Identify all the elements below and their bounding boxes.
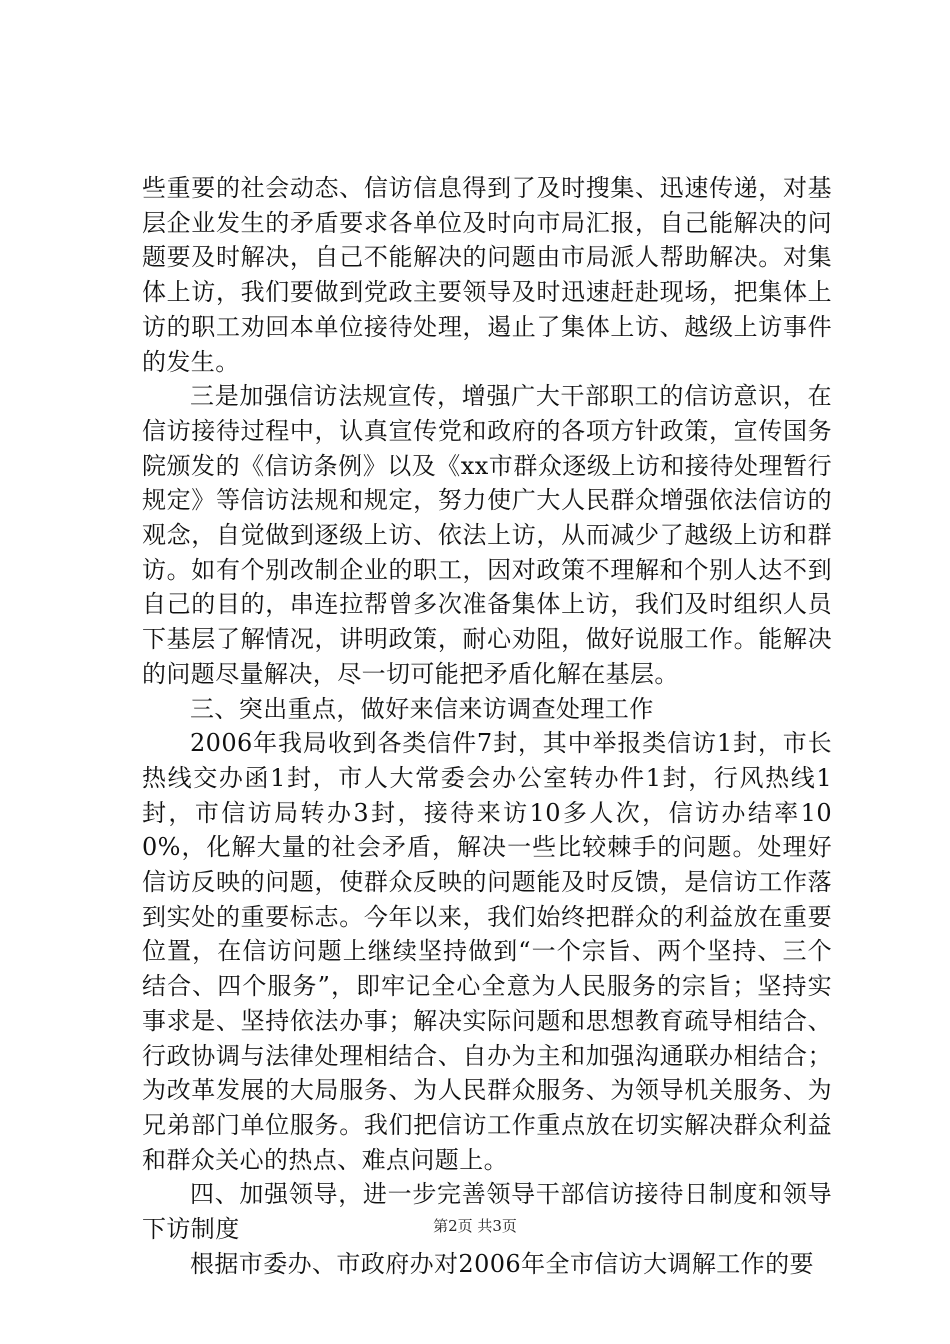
section-heading-4: 四、加强领导，进一步完善领导干部信访接待日制度和领导下访制度 [142,1180,832,1244]
paragraph-4: 根据市委办、市政府办对2006年全市信访大调解工作的要 [190,1249,814,1278]
paragraph-1: 些重要的社会动态、信访信息得到了及时搜集、迅速传递，对基层企业发生的矛盾要求各单位及时向市局汇报，自己能解决的问题要及时解决，自己不能解决的问题由市局派人帮助解决。对集体上访，我们要做到党政主要领导及时迅速赶赴现场，把集体上访的职工劝回本单位接待处理，遏止了集体上访、越级上访事件的发生。 [142,174,832,376]
paragraph-2: 三是加强信访法规宣传，增强广大干部职工的信访意识，在信访接待过程中，认真宣传党和政府的各项方针政策，宣传国务院颁发的《信访条例》以及《xx市群众逐级上访和接待处理暂行规定》等信访法规和规定，努力使广大人民群众增强依法信访的观念，自觉做到逐级上访、依法上访，从而减少了越级上访和群访。如有个别改制企业的职工，因对政策不理解和个别人达不到自己的目的，串连拉帮曾多次准备集体上访，我们及时组织人员下基层了解情况，讲明政策，耐心劝阻，做好说服工作。能解决的问题尽量解决，尽一切可能把矛盾化解在基层。 [142,382,832,688]
paragraph-3: 2006年我局收到各类信件7封，其中举报类信访1封，市长热线交办函1封，市人大常委会办公室转办件1封，行风热线1封，市信访局转办3封，接待来访10多人次，信访办结率100%，化解大量的社会矛盾，解决一些比较棘手的问题。处理好信访反映的问题，使群众反映的问题能及时反馈，是信访工作落到实处的重要标志。今年以来，我们始终把群众的利益放在重要位置，在信访问题上继续坚持做到“一个宗旨、两个坚持、三个结合、四个服务”，即牢记全心全意为人民服务的宗旨；坚持实事求是、坚持依法办事；解决实际问题和思想教育疏导相结合、行政协调与法律处理相结合、自办为主和加强沟通联办相结合；为改革发展的大局服务、为人民群众服务、为领导机关服务、为兄弟部门单位服务。我们把信访工作重点放在切实解决群众利益和群众关心的热点、难点问题上。 [142,729,832,1174]
document-body [142,171,832,1282]
page-number-footer: 第2页 共3页 [433,1217,517,1235]
section-heading-3: 三、突出重点，做好来信来访调查处理工作 [190,694,654,723]
